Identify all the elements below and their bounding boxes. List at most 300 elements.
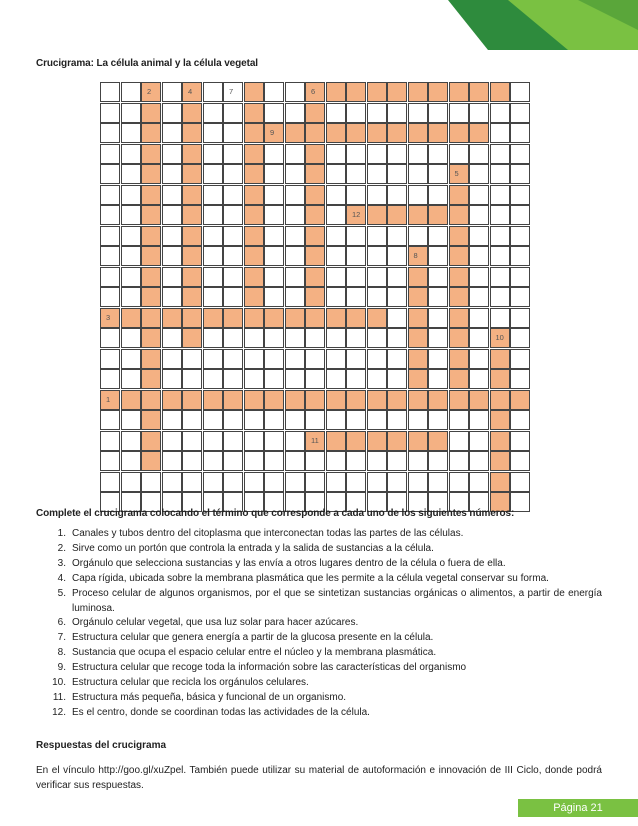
- grid-cell: [449, 390, 469, 410]
- grid-cell: [305, 390, 325, 410]
- grid-cell: [121, 308, 141, 328]
- grid-cell: [162, 410, 182, 430]
- grid-cell: [428, 369, 448, 389]
- grid-cell: [162, 308, 182, 328]
- grid-cell: [367, 349, 387, 369]
- grid-cell: [408, 472, 428, 492]
- grid-cell: [141, 246, 161, 266]
- grid-cell: [244, 390, 264, 410]
- grid-cell: [449, 431, 469, 451]
- grid-cell: [141, 410, 161, 430]
- grid-cell: [162, 82, 182, 102]
- grid-cell: [182, 390, 202, 410]
- clue-number: 10: [495, 333, 504, 342]
- clue-number: 12: [352, 210, 361, 219]
- grid-cell: [408, 103, 428, 123]
- grid-cell: [285, 390, 305, 410]
- grid-cell: [141, 287, 161, 307]
- grid-cell: [305, 451, 325, 471]
- grid-cell: [223, 82, 243, 102]
- grid-cell: [408, 328, 428, 348]
- grid-cell: [510, 82, 530, 102]
- clue-item: [36, 587, 602, 617]
- grid-cell: [100, 349, 120, 369]
- grid-cell: [305, 267, 325, 287]
- grid-cell: [387, 103, 407, 123]
- grid-cell: [326, 287, 346, 307]
- grid-cell: [367, 205, 387, 225]
- grid-cell: [428, 451, 448, 471]
- grid-cell: [469, 369, 489, 389]
- grid-cell: [285, 287, 305, 307]
- grid-cell: [203, 369, 223, 389]
- grid-cell: [408, 287, 428, 307]
- clue-item-number: 2.: [57, 542, 66, 554]
- clue-item: [36, 557, 602, 572]
- grid-cell: [469, 431, 489, 451]
- grid-cell: [387, 123, 407, 143]
- grid-cell: [223, 205, 243, 225]
- grid-cell: [121, 185, 141, 205]
- grid-cell: [490, 164, 510, 184]
- grid-cell: [449, 349, 469, 369]
- grid-cell: [346, 246, 366, 266]
- grid-cell: [100, 123, 120, 143]
- grid-cell: [469, 451, 489, 471]
- answers-heading: Respuestas del crucigrama: [36, 740, 167, 751]
- grid-cell: [121, 144, 141, 164]
- grid-cell: [203, 164, 223, 184]
- grid-cell: [408, 267, 428, 287]
- grid-cell: [490, 246, 510, 266]
- grid-cell: [141, 103, 161, 123]
- grid-cell: [203, 390, 223, 410]
- grid-cell: [121, 246, 141, 266]
- grid-cell: [449, 369, 469, 389]
- grid-cell: [490, 369, 510, 389]
- grid-cell: [203, 267, 223, 287]
- grid-cell: [469, 267, 489, 287]
- grid-cell: [100, 410, 120, 430]
- grid-cell: [346, 431, 366, 451]
- grid-cell: [305, 349, 325, 369]
- grid-cell: [449, 82, 469, 102]
- clue-item-text: Proceso celular de algunos organismos, por el que se sintetizan sustancias orgánicas o alimentos, a partir de energía luminosa.: [72, 587, 602, 614]
- grid-cell: [510, 164, 530, 184]
- grid-cell: [346, 164, 366, 184]
- grid-cell: [449, 226, 469, 246]
- grid-cell: [428, 267, 448, 287]
- grid-cell: [264, 410, 284, 430]
- grid-cell: [223, 185, 243, 205]
- grid-cell: [449, 287, 469, 307]
- grid-cell: [469, 123, 489, 143]
- clue-number: 1: [106, 394, 111, 404]
- clue-item-text: Sustancia que ocupa el espacio celular entre el núcleo y la membrana plasmática.: [72, 647, 437, 659]
- grid-cell: [162, 451, 182, 471]
- grid-cell: [121, 472, 141, 492]
- grid-cell: [141, 472, 161, 492]
- grid-cell: [285, 123, 305, 143]
- clue-number: 2: [147, 87, 152, 96]
- grid-cell: [449, 123, 469, 143]
- grid-cell: [244, 103, 264, 123]
- grid-cell: [285, 328, 305, 348]
- grid-cell: [510, 123, 530, 143]
- grid-cell: [387, 328, 407, 348]
- grid-cell: [408, 369, 428, 389]
- grid-cell: [428, 349, 448, 369]
- clue-item-text: Capa rígida, ubicada sobre la membrana plasmática que les permite a la célula vegetal conservar su forma.: [72, 572, 549, 584]
- grid-cell: [449, 451, 469, 471]
- grid-cell: [510, 205, 530, 225]
- grid-cell: [428, 472, 448, 492]
- grid-cell: [305, 144, 325, 164]
- grid-cell: [244, 144, 264, 164]
- grid-cell: [285, 267, 305, 287]
- grid-cell: [141, 451, 161, 471]
- grid-cell: [305, 328, 325, 348]
- clue-item-number: 8.: [57, 647, 66, 659]
- grid-cell: [244, 328, 264, 348]
- grid-cell: [100, 390, 120, 410]
- grid-cell: [182, 144, 202, 164]
- grid-cell: [264, 328, 284, 348]
- grid-cell: [428, 246, 448, 266]
- grid-cell: [490, 103, 510, 123]
- grid-cell: [510, 451, 530, 471]
- grid-cell: [387, 349, 407, 369]
- grid-cell: [162, 144, 182, 164]
- clue-item: [36, 572, 602, 587]
- grid-cell: [387, 369, 407, 389]
- grid-cell: [326, 410, 346, 430]
- grid-cell: [244, 164, 264, 184]
- grid-cell: [264, 164, 284, 184]
- grid-cell: [408, 308, 428, 328]
- grid-cell: [182, 328, 202, 348]
- grid-cell: [490, 472, 510, 492]
- clue-list: [36, 527, 602, 721]
- grid-cell: [162, 287, 182, 307]
- grid-cell: [490, 287, 510, 307]
- grid-cell: [490, 123, 510, 143]
- grid-cell: [203, 144, 223, 164]
- grid-cell: [367, 328, 387, 348]
- grid-cell: [121, 123, 141, 143]
- grid-cell: [162, 472, 182, 492]
- grid-cell: [223, 164, 243, 184]
- grid-cell: [162, 164, 182, 184]
- clue-number: 3: [106, 312, 111, 322]
- grid-cell: [141, 144, 161, 164]
- grid-cell: [326, 308, 346, 328]
- clue-item-number: 6.: [57, 617, 66, 629]
- grid-cell: [346, 451, 366, 471]
- grid-cell: [469, 328, 489, 348]
- grid-cell: [490, 82, 510, 102]
- grid-cell: [326, 390, 346, 410]
- grid-cell: [510, 144, 530, 164]
- grid-cell: [346, 390, 366, 410]
- grid-cell: [428, 287, 448, 307]
- grid-cell: [387, 205, 407, 225]
- grid-cell: [346, 308, 366, 328]
- grid-cell: [449, 103, 469, 123]
- grid-cell: [285, 308, 305, 328]
- clue-item-number: 11.: [52, 691, 66, 703]
- grid-cell: [223, 144, 243, 164]
- grid-cell: [203, 226, 223, 246]
- grid-cell: [408, 123, 428, 143]
- grid-cell: [162, 103, 182, 123]
- grid-cell: [428, 431, 448, 451]
- grid-cell: [346, 472, 366, 492]
- grid-cell: [121, 328, 141, 348]
- grid-cell: [490, 349, 510, 369]
- grid-cell: [449, 144, 469, 164]
- grid-cell: [285, 349, 305, 369]
- grid-cell: [305, 308, 325, 328]
- grid-cell: [387, 410, 407, 430]
- grid-cell: [223, 246, 243, 266]
- grid-cell: [326, 205, 346, 225]
- clue-item-text: Orgánulo que selecciona sustancias y las envía a otros lugares dentro de la célula o fuera de ella.: [72, 557, 506, 569]
- grid-cell: [510, 103, 530, 123]
- grid-cell: [428, 103, 448, 123]
- clue-number: 11: [311, 435, 319, 445]
- clue-item-number: 3.: [57, 557, 66, 569]
- clue-item-text: Estructura más pequeña, básica y funcional de un organismo.: [72, 691, 347, 703]
- grid-cell: [244, 267, 264, 287]
- grid-cell: [326, 226, 346, 246]
- grid-cell: [469, 349, 489, 369]
- grid-cell: [285, 246, 305, 266]
- grid-cell: [367, 226, 387, 246]
- grid-cell: [162, 246, 182, 266]
- grid-cell: [449, 246, 469, 266]
- grid-cell: [100, 472, 120, 492]
- clue-item-text: Es el centro, donde se coordinan todas las actividades de la célula.: [72, 706, 370, 718]
- grid-cell: [141, 205, 161, 225]
- grid-cell: [141, 267, 161, 287]
- grid-cell: [121, 369, 141, 389]
- grid-cell: [387, 287, 407, 307]
- grid-cell: [490, 267, 510, 287]
- clue-item-text: Estructura celular que recoge toda la información sobre las características del organismo: [72, 662, 467, 674]
- grid-cell: [408, 349, 428, 369]
- grid-cell: [162, 369, 182, 389]
- grid-cell: [100, 144, 120, 164]
- grid-cell: [510, 226, 530, 246]
- grid-cell: [510, 410, 530, 430]
- grid-cell: [285, 205, 305, 225]
- grid-cell: [387, 164, 407, 184]
- clue-item-number: 5.: [57, 587, 66, 599]
- grid-cell: [326, 103, 346, 123]
- grid-cell: [367, 267, 387, 287]
- grid-cell: [367, 103, 387, 123]
- grid-cell: [141, 123, 161, 143]
- grid-cell: [223, 451, 243, 471]
- grid-cell: [510, 472, 530, 492]
- grid-cell: [449, 410, 469, 430]
- grid-cell: [285, 103, 305, 123]
- grid-cell: [162, 205, 182, 225]
- grid-cell: [428, 123, 448, 143]
- grid-cell: [141, 185, 161, 205]
- grid-cell: [490, 451, 510, 471]
- grid-cell: [326, 349, 346, 369]
- grid-cell: [121, 164, 141, 184]
- grid-cell: [346, 349, 366, 369]
- grid-cell: [182, 369, 202, 389]
- grid-cell: [408, 390, 428, 410]
- clue-number: 4: [188, 87, 193, 96]
- grid-cell: [121, 390, 141, 410]
- grid-cell: [121, 82, 141, 102]
- grid-cell: [223, 267, 243, 287]
- grid-cell: [285, 226, 305, 246]
- grid-cell: [367, 451, 387, 471]
- grid-cell: [305, 226, 325, 246]
- grid-cell: [244, 123, 264, 143]
- grid-cell: [346, 123, 366, 143]
- grid-cell: [449, 308, 469, 328]
- crossword-grid: [100, 82, 531, 513]
- grid-cell: [469, 185, 489, 205]
- grid-cell: [428, 82, 448, 102]
- grid-cell: [100, 451, 120, 471]
- grid-cell: [100, 267, 120, 287]
- grid-cell: [121, 410, 141, 430]
- grid-cell: [244, 472, 264, 492]
- grid-cell: [223, 369, 243, 389]
- grid-cell: [162, 390, 182, 410]
- clue-item-text: Orgánulo celular vegetal, que usa luz solar para hacer azúcares.: [72, 617, 359, 629]
- grid-cell: [264, 390, 284, 410]
- grid-cell: [264, 349, 284, 369]
- grid-cell: [449, 472, 469, 492]
- grid-cell: [408, 185, 428, 205]
- grid-cell: [367, 369, 387, 389]
- grid-cell: [367, 390, 387, 410]
- grid-cell: [141, 328, 161, 348]
- grid-cell: [141, 431, 161, 451]
- grid-cell: [162, 185, 182, 205]
- grid-cell: [182, 123, 202, 143]
- grid-cell: [100, 287, 120, 307]
- grid-cell: [408, 144, 428, 164]
- grid-cell: [408, 451, 428, 471]
- grid-cell: [449, 328, 469, 348]
- grid-cell: [121, 205, 141, 225]
- corner-decoration: [418, 0, 638, 50]
- grid-cell: [141, 226, 161, 246]
- grid-cell: [182, 410, 202, 430]
- grid-cell: [223, 390, 243, 410]
- grid-cell: [469, 287, 489, 307]
- grid-cell: [182, 431, 202, 451]
- grid-cell: [264, 185, 284, 205]
- grid-cell: [203, 431, 223, 451]
- grid-cell: [223, 287, 243, 307]
- grid-cell: [469, 144, 489, 164]
- grid-cell: [387, 226, 407, 246]
- grid-cell: [223, 349, 243, 369]
- grid-cell: [121, 267, 141, 287]
- grid-cell: [305, 185, 325, 205]
- clue-item-text: Estructura celular que recicla los orgánulos celulares.: [72, 677, 309, 689]
- grid-cell: [367, 410, 387, 430]
- grid-cell: [387, 308, 407, 328]
- grid-cell: [305, 164, 325, 184]
- grid-cell: [510, 185, 530, 205]
- grid-cell: [367, 287, 387, 307]
- grid-cell: [203, 103, 223, 123]
- grid-cell: [408, 82, 428, 102]
- grid-cell: [244, 246, 264, 266]
- crossword-title: Crucigrama: La célula animal y la célula vegetal: [36, 58, 258, 69]
- grid-cell: [469, 390, 489, 410]
- page-number: Página 21: [518, 799, 638, 817]
- grid-cell: [346, 410, 366, 430]
- grid-cell: [162, 328, 182, 348]
- grid-cell: [305, 123, 325, 143]
- grid-cell: [408, 164, 428, 184]
- clue-item-text: Canales y tubos dentro del citoplasma que interconectan todas las partes de las células.: [72, 528, 464, 539]
- grid-cell: [264, 82, 284, 102]
- grid-cell: [367, 472, 387, 492]
- grid-cell: [469, 308, 489, 328]
- grid-cell: [367, 123, 387, 143]
- grid-cell: [428, 164, 448, 184]
- grid-cell: [367, 82, 387, 102]
- grid-cell: [305, 410, 325, 430]
- clue-item: [36, 542, 602, 557]
- grid-cell: [326, 144, 346, 164]
- grid-cell: [408, 246, 428, 266]
- grid-cell: [121, 287, 141, 307]
- grid-cell: [367, 164, 387, 184]
- grid-cell: [367, 431, 387, 451]
- grid-cell: [182, 103, 202, 123]
- grid-cell: [182, 308, 202, 328]
- grid-cell: [264, 205, 284, 225]
- grid-cell: [244, 431, 264, 451]
- grid-cell: [449, 205, 469, 225]
- clue-item-number: 4.: [57, 572, 66, 584]
- grid-cell: [264, 369, 284, 389]
- grid-cell: [285, 410, 305, 430]
- clue-item: [36, 527, 602, 542]
- grid-cell: [510, 267, 530, 287]
- grid-cell: [223, 410, 243, 430]
- grid-cell: [305, 472, 325, 492]
- clue-number: 6: [311, 87, 316, 96]
- grid-cell: [182, 82, 202, 102]
- grid-cell: [223, 123, 243, 143]
- grid-cell: [203, 246, 223, 266]
- grid-cell: [428, 205, 448, 225]
- grid-cell: [285, 164, 305, 184]
- grid-cell: [182, 246, 202, 266]
- grid-cell: [182, 472, 202, 492]
- grid-cell: [326, 267, 346, 287]
- grid-cell: [244, 82, 264, 102]
- clue-item-text: Sirve como un portón que controla la entrada y la salida de sustancias a la célula.: [72, 542, 434, 554]
- grid-cell: [408, 205, 428, 225]
